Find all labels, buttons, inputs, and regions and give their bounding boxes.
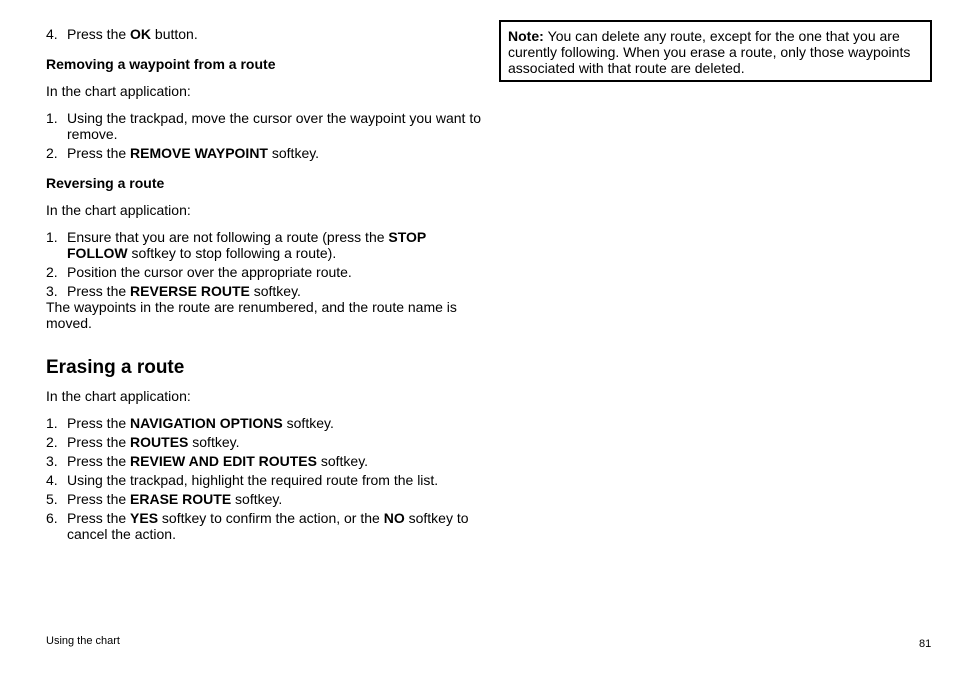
step-number: 1. [46,229,58,245]
step-number: 3. [46,453,58,469]
step-number: 2. [46,145,58,161]
section-heading-erasing: Erasing a route [46,357,185,378]
list-item [46,453,486,469]
step-text: Using the trackpad, move the cursor over the waypoint you want to remove. [67,110,481,142]
step-text: softkey to confirm the action, or the [158,510,384,526]
step-number: 6. [46,510,58,526]
step-text: Press the [67,26,131,42]
step-text: softkey. [188,434,240,450]
removing-steps [46,110,486,161]
step-text: Position the cursor over the appropriate route. [67,264,352,280]
note-box [499,20,932,82]
step-text: Press the [67,434,131,450]
step-text: softkey. [282,415,334,431]
section-heading-reversing: Reversing a route [46,175,165,191]
footer-section-title: Using the chart [46,635,120,647]
step-number: 1. [46,415,58,431]
step-number: 4. [46,472,58,488]
step-keyword: YES [130,510,159,526]
list-item [46,145,486,161]
step-text: softkey. [316,453,369,469]
step-number: 4. [46,26,58,42]
step-keyword: STOP FOLLOW [67,229,427,261]
note-label: Note: [508,28,544,44]
step-text: button. [151,26,198,42]
step-number: 3. [46,283,58,299]
list-item [46,510,486,542]
step-text: Ensure that you are not following a route (press the [67,229,389,245]
section-intro: In the chart application: [46,83,191,99]
list-item [46,415,486,431]
list-item [46,491,486,507]
note-text: You can delete any route, except for the one that you are curently following. When you erase a route, only those waypoints associated with that route are deleted. [508,28,911,76]
step-keyword: REVERSE ROUTE [130,283,250,299]
step-text: Using the trackpad, highlight the required route from the list. [67,472,439,488]
step-number: 5. [46,491,58,507]
step-keyword: ERASE ROUTE [130,491,232,507]
list-item [46,264,486,280]
list-item [46,110,486,142]
step-text: Press the [67,415,131,431]
step-text: Press the [67,283,131,299]
step-text: softkey. [231,491,283,507]
step-text: softkey to cancel the action. [67,510,469,542]
step-keyword: OK [130,26,152,42]
step-text: softkey. [267,145,320,161]
step-text: softkey to stop following a route). [127,245,337,261]
ok-step-list [46,26,486,42]
step-text: Press the [67,453,131,469]
list-item [46,229,486,261]
step-keyword: REMOVE WAYPOINT [130,145,268,161]
step-text: Press the [67,510,131,526]
page-number: 81 [919,638,932,650]
step-number: 2. [46,434,58,450]
step-keyword: NAVIGATION OPTIONS [130,415,283,431]
step-text: Press the [67,491,131,507]
step-number: 1. [46,110,58,126]
reversing-steps [46,229,486,299]
list-item [46,283,486,299]
step-keyword: REVIEW AND EDIT ROUTES [130,453,317,469]
list-item [46,26,486,42]
section-heading-removing: Removing a waypoint from a route [46,56,276,72]
list-item [46,472,486,488]
step-number: 2. [46,264,58,280]
step-keyword: ROUTES [130,434,189,450]
left-column [46,26,486,542]
section-intro: In the chart application: [46,202,191,218]
list-item [46,434,486,450]
step-keyword: NO [383,510,405,526]
step-text: softkey. [249,283,301,299]
step-text: Press the [67,145,131,161]
erasing-steps [46,415,486,542]
result-text: The waypoints in the route are renumbered, and the route name is moved. [46,299,457,331]
section-intro: In the chart application: [46,388,191,404]
